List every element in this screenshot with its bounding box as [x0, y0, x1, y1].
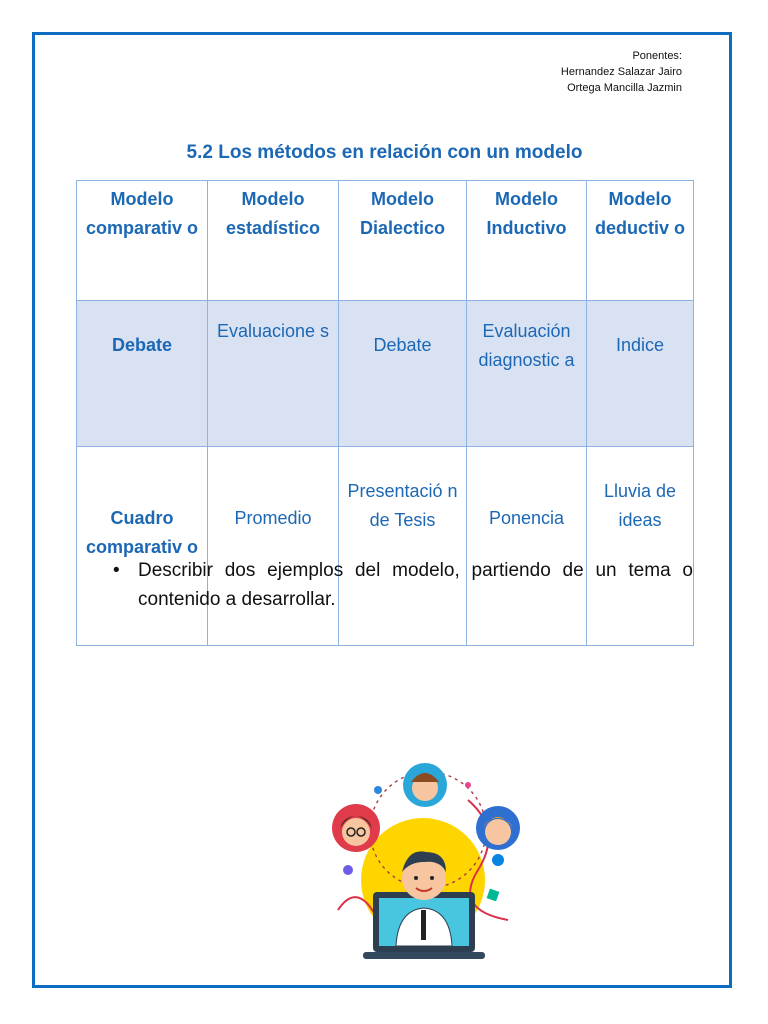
- child-face: [342, 818, 370, 846]
- table-cell: Debate: [339, 301, 467, 447]
- header-cell: Modelo Inductivo: [467, 181, 587, 301]
- table-cell: Evaluacione s: [208, 301, 339, 447]
- table-cell: Lluvia de ideas: [587, 447, 694, 646]
- bullet-item: [113, 556, 693, 614]
- teacher-eye: [430, 876, 434, 880]
- table-cell: Promedio: [208, 447, 339, 646]
- bullet-text: Describir dos ejemplos del modelo, partiendo de un tema o contenido a desarrollar.: [138, 560, 693, 610]
- table-cell: Cuadro comparativ o: [77, 447, 208, 646]
- header-cell: Modelo deductiv o: [587, 181, 694, 301]
- table-cell: Ponencia: [467, 447, 587, 646]
- table-cell: Presentació n de Tesis: [339, 447, 467, 646]
- teacher-tie: [421, 910, 426, 940]
- laptop-base: [363, 952, 485, 959]
- decor-dot: [374, 786, 382, 794]
- author-name: Ortega Mancilla Jazmin: [567, 82, 682, 94]
- header-cell: Modelo comparativ o: [77, 181, 208, 301]
- decor-square: [487, 889, 500, 902]
- table-row: [77, 447, 694, 646]
- decor-dot: [343, 865, 353, 875]
- decor-dot: [492, 854, 504, 866]
- header-cell: Modelo estadístico: [208, 181, 339, 301]
- author-name: Hernandez Salazar Jairo: [560, 66, 682, 78]
- table-row: [77, 301, 694, 447]
- teacher-eye: [414, 876, 418, 880]
- education-illustration-svg: [318, 760, 528, 965]
- table-cell: Evaluación diagnostic a: [467, 301, 587, 447]
- authors-block: [561, 48, 682, 96]
- education-illustration: [318, 760, 528, 965]
- child-face: [485, 819, 511, 845]
- section-title: 5.2 Los métodos en relación con un modelo: [186, 142, 583, 163]
- table-cell: Debate: [77, 301, 208, 447]
- decor-dot: [465, 782, 471, 788]
- bullet-dot-icon: •: [113, 560, 120, 581]
- authors-label: Ponentes:: [632, 50, 682, 62]
- table-header-row: [77, 181, 694, 301]
- header-cell: Modelo Dialectico: [339, 181, 467, 301]
- table-cell: Indice: [587, 301, 694, 447]
